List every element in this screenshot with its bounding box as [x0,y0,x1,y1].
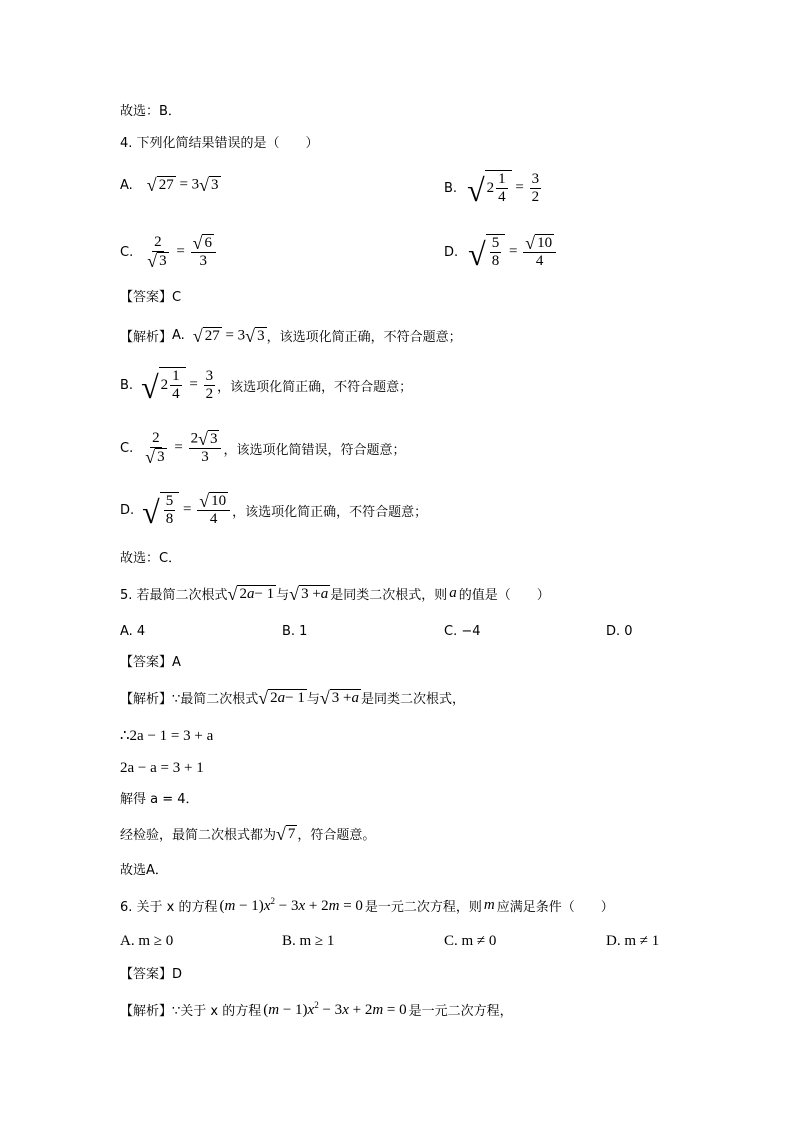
math-expr: √ $\frac{5}{8}$ = √ 10 4 [142,492,232,528]
stem-text: 是同类二次根式，则 [330,588,448,603]
q5-option-d: D. 0 [606,624,633,639]
math-expr: √ 7 [276,823,296,844]
q5-step-2: 2a − a = 3 + 1 [120,760,204,776]
analysis-text: ，符合题意。 [297,828,376,843]
analysis-text: 是同类二次根式， [361,692,466,707]
option-label: B. [444,180,458,196]
q4-conclusion: 故选：C． [120,551,182,566]
q6-option-c: C. m ≠ 0 [444,933,497,949]
math-expr: √ 27 = 3 √ 3 [192,325,265,346]
q5-stem [120,584,550,603]
q4-analysis-b [120,367,412,403]
q5-step-3: 解得 a = 4． [120,792,199,807]
math-expr: √ 3 + a [289,583,329,604]
math-expr: √ 2 $\frac{1}{4}$ = $\frac{3}{2}$ [467,170,540,208]
option-label: C. [120,440,134,456]
q5-analysis [120,688,465,707]
analysis-note: ，该选项化简错误，符合题意； [223,442,406,458]
stem-text: 应满足条件（ ） [496,900,614,915]
q6-option-b: B. m ≥ 1 [282,933,335,949]
q6-answer: 【答案】D [120,967,183,982]
q4-analysis-c [120,430,405,466]
math-expr: √ 3 + a [319,687,360,708]
math-expr: $(m - 1)x^2 - 3x + 2m = 0$ [263,1000,407,1018]
q5-answer: 【答案】A [120,655,181,670]
q4-answer: 【答案】C [120,290,182,305]
stem-text: 是一元二次方程，则 [364,900,482,915]
math-expr: √ 27 = 3 √ 3 [146,175,219,195]
q4-option-b [444,170,543,206]
option-label: C. [120,244,134,260]
option-label: B. [120,377,134,393]
q5-step-1: ∴2a − 1 = 3 + a [120,728,214,744]
q4-option-a [120,176,221,194]
q6-option-a: A. m ≥ 0 [120,933,174,949]
q5-option-a: A. 4 [120,624,146,639]
math-expr: √ $\frac{5}{8}$ = √ 10 4 [468,234,558,270]
analysis-note: ，该选项化简正确，不符合题意； [266,330,462,345]
stem-text: 的值是（ ） [458,588,550,603]
analysis-label: 【解析】 [120,330,173,345]
math-expr: √ 2 a − 1 [227,583,275,604]
math-var: m [483,897,495,913]
q6-option-d: D. m ≠ 1 [606,933,660,949]
option-label: D. [120,502,135,518]
analysis-text: 是一元二次方程， [408,1004,513,1019]
q3-conclusion: 故选：B． [120,104,181,119]
stem-text: 6. 关于 x 的方程 [120,900,218,915]
analysis-text: 与 [306,692,320,707]
q5-option-c: C. −4 [444,624,481,639]
math-expr: √ 2 a − 1 [258,687,305,708]
q4-analysis-a [120,326,462,345]
math-expr: 2 √ 3 = √ 6 3 [143,234,218,270]
q5-conclusion: 故选A． [120,863,168,878]
analysis-note: ，该选项化简正确，不符合题意； [232,504,428,520]
option-label: A. [172,328,185,343]
q4-option-d [444,234,558,270]
q6-stem [120,896,614,915]
q4-analysis-d [120,492,427,528]
option-label: A. [120,177,133,193]
analysis-text: 【解析】∵最简二次根式 [120,692,259,707]
q5-check [120,824,375,843]
math-expr: $(m - 1)x^2 - 3x + 2m = 0$ [219,896,363,914]
analysis-text: 经检验，最简二次根式都为 [120,828,277,843]
q4-stem: 4. 下列化简结果错误的是（ ） [120,136,319,151]
math-expr: 2 √ 3 = 2 √ 3 3 [141,430,223,466]
stem-text: 5. 若最简二次根式 [120,588,228,603]
analysis-note: ，该选项化简正确，不符合题意； [217,379,413,395]
math-expr: √ 2 $\frac{1}{4}$ = $\frac{3}{2}$ [141,367,214,405]
math-var: a [449,585,457,601]
q5-option-b: B. 1 [282,624,308,639]
q6-analysis [120,1000,513,1019]
analysis-text: 【解析】∵关于 x 的方程 [120,1004,262,1019]
option-label: D. [444,244,459,260]
stem-text: 与 [276,588,290,603]
q4-option-c [120,234,218,270]
